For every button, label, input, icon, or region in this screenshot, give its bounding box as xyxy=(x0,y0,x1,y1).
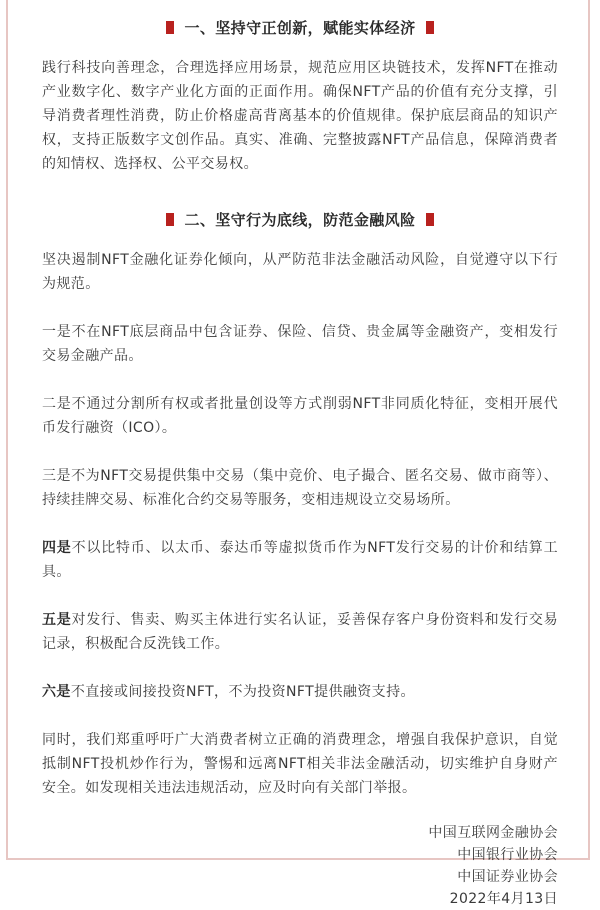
red-square-icon xyxy=(426,21,434,34)
document-body xyxy=(42,0,558,910)
rule-lead: 五是 xyxy=(42,612,72,628)
signatory-org: 中国证券业协会 xyxy=(457,869,558,885)
section-2-heading xyxy=(42,208,558,232)
section-1-heading xyxy=(42,16,558,40)
rule-text: 对发行、售卖、购买主体进行实名认证，妥善保存客户身份资料和发行交易记录，积极配合反洗钱工作。 xyxy=(42,612,558,652)
section-1-paragraph: 践行科技向善理念，合理选择应用场景，规范应用区块链技术，发挥NFT在推动产业数字化、数字产业化方面的正面作用。确保NFT产品的价值有充分支撑，引导消费者理性消费，防止价格虚高背离基本的价值规律。保护底层商品的知识产权，支持正版数字文创作品。真实、准确、完整披露NFT产品信息，保障消费者的知情权、选择权、公平交易权。 xyxy=(42,60,558,172)
closing-paragraph: 同时，我们郑重呼吁广大消费者树立正确的消费理念，增强自我保护意识，自觉抵制NFT投机炒作行为，警惕和远离NFT相关非法金融活动，切实维护自身财产安全。如发现相关违法违规活动，应及时向有关部门举报。 xyxy=(42,732,558,796)
rule-item xyxy=(42,608,558,656)
signature-date: 2022年4月13日 xyxy=(449,891,558,907)
rule-item xyxy=(42,320,558,368)
signature-block xyxy=(42,822,558,910)
rule-lead: 一是 xyxy=(42,324,72,340)
rule-text: 不直接或间接投资NFT，不为投资NFT提供融资支持。 xyxy=(70,684,415,700)
rule-item xyxy=(42,464,558,512)
rule-lead: 三是 xyxy=(42,468,72,484)
red-square-icon xyxy=(426,213,434,226)
rule-text: 不为NFT交易提供集中交易（集中竞价、电子撮合、匿名交易、做市商等）、持续挂牌交易、标准化合约交易等服务，变相违规设立交易场所。 xyxy=(42,468,558,508)
red-square-icon xyxy=(166,21,174,34)
section-2-heading-text: 二、坚守行为底线，防范金融风险 xyxy=(184,211,416,229)
signatory-org: 中国互联网金融协会 xyxy=(428,825,558,841)
signatory-org: 中国银行业协会 xyxy=(457,847,558,863)
rule-item xyxy=(42,536,558,584)
section-2-intro: 坚决遏制NFT金融化证券化倾向，从严防范非法金融活动风险，自觉遵守以下行为规范。 xyxy=(42,252,558,292)
rule-text: 不通过分割所有权或者批量创设等方式削弱NFT非同质化特征，变相开展代币发行融资（ICO）。 xyxy=(42,396,558,436)
rule-text: 不以比特币、以太币、泰达币等虚拟货币作为NFT发行交易的计价和结算工具。 xyxy=(42,540,558,580)
rule-item xyxy=(42,392,558,440)
rule-text: 不在NFT底层商品中包含证券、保险、信贷、贵金属等金融资产，变相发行交易金融产品。 xyxy=(42,324,558,364)
red-square-icon xyxy=(166,213,174,226)
rule-lead: 四是 xyxy=(42,540,72,556)
rule-lead: 二是 xyxy=(42,396,72,412)
rule-item xyxy=(42,680,558,704)
rule-lead: 六是 xyxy=(42,684,71,700)
section-1-heading-text: 一、坚持守正创新，赋能实体经济 xyxy=(184,19,416,37)
